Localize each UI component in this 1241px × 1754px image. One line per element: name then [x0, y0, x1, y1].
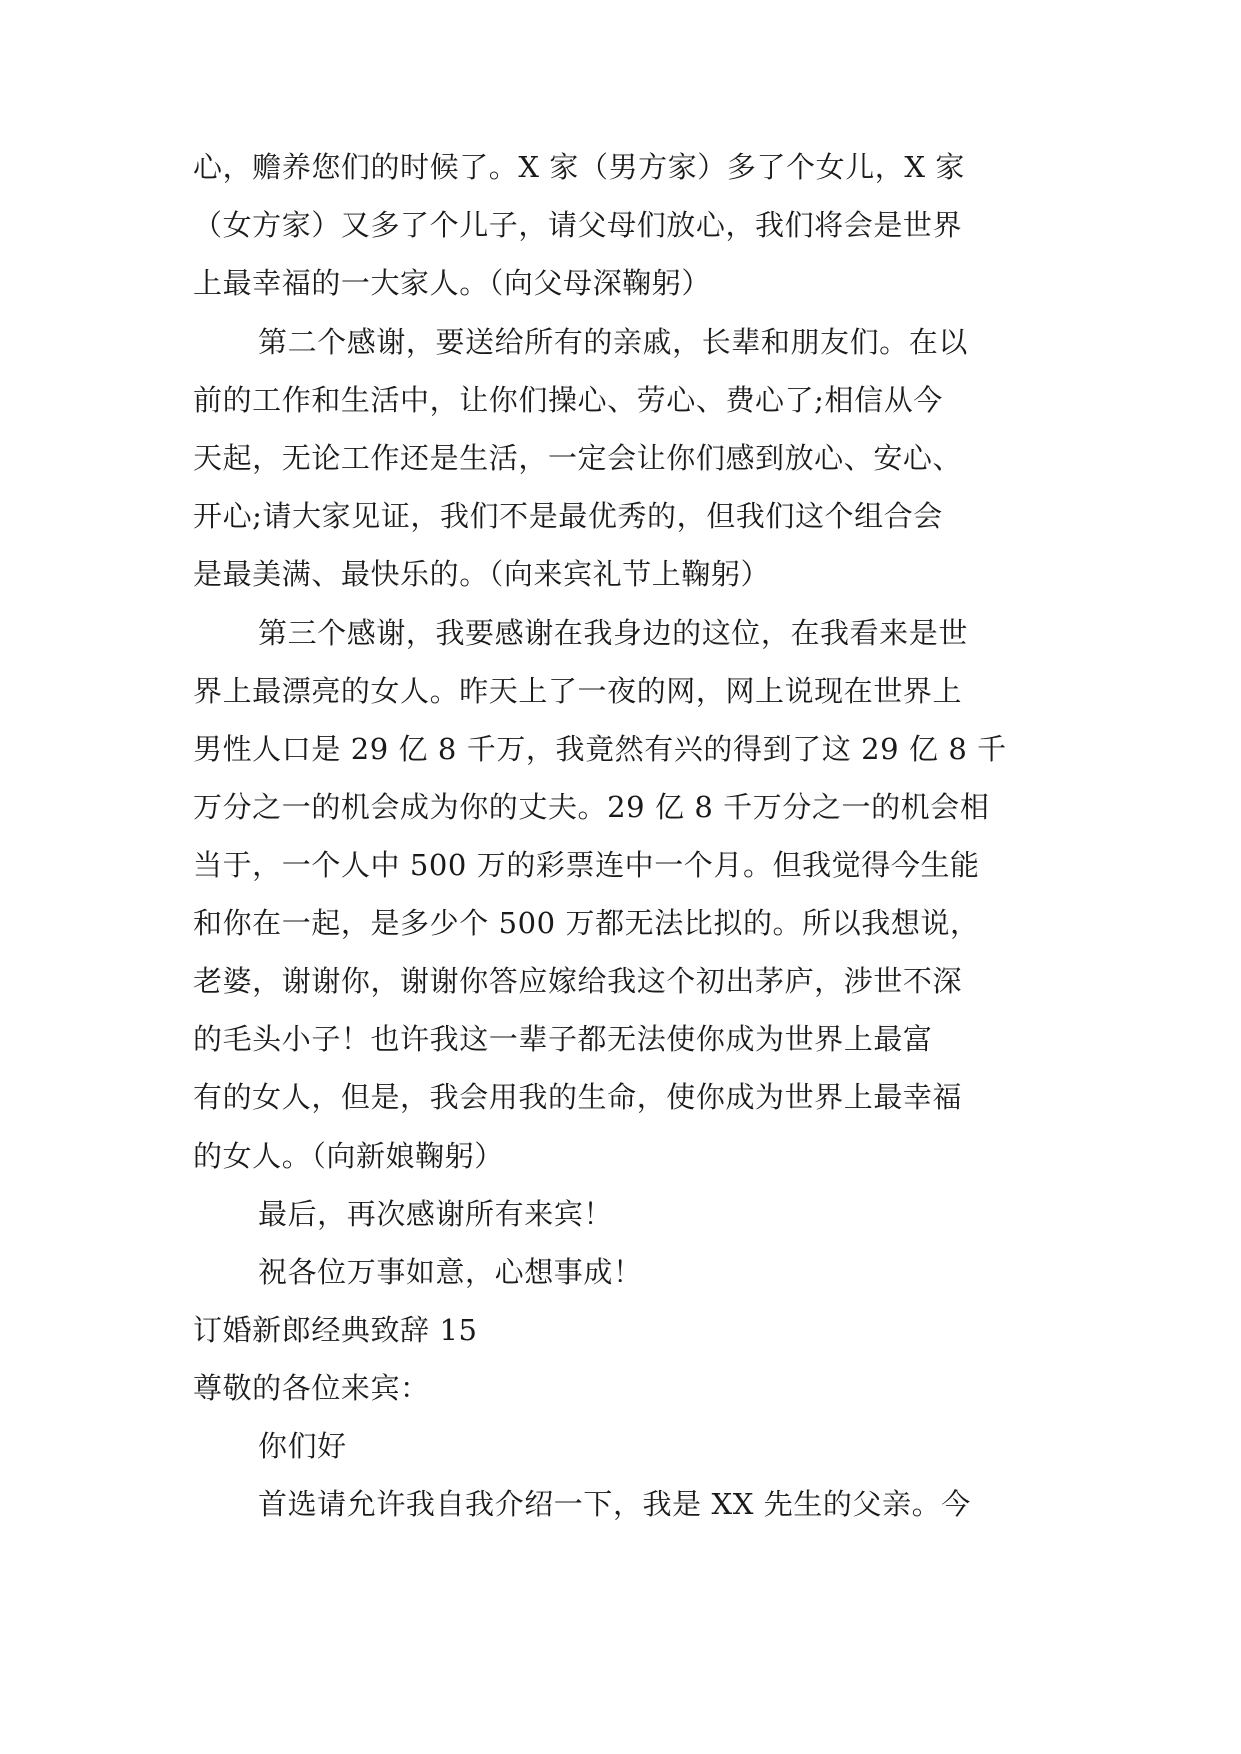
text-line: 的毛头小子！也许我这一辈子都无法使你成为世界上最富: [193, 1022, 933, 1056]
salutation-line: 尊敬的各位来宾：: [193, 1371, 430, 1405]
text-line: 的女人。（向新娘鞠躬）: [193, 1139, 504, 1173]
text-line: 万分之一的机会成为你的丈夫。29 亿 8 千万分之一的机会相: [193, 790, 990, 824]
text-line: 当于，一个人中 500 万的彩票连中一个月。但我觉得今生能: [193, 848, 980, 882]
text-line: 有的女人，但是，我会用我的生命，使你成为世界上最幸福: [193, 1080, 963, 1114]
paragraph-start-line: 祝各位万事如意，心想事成！: [258, 1255, 643, 1289]
text-line: 天起，无论工作还是生活，一定会让你们感到放心、安心、: [193, 441, 963, 475]
text-line: （女方家）又多了个儿子，请父母们放心，我们将会是世界: [193, 208, 963, 242]
text-line: 和你在一起，是多少个 500 万都无法比拟的。所以我想说，: [193, 906, 980, 940]
text-line: 男性人口是 29 亿 8 千万，我竟然有兴的得到了这 29 亿 8 千: [193, 732, 1007, 766]
paragraph-start-line: 第二个感谢，要送给所有的亲戚，长辈和朋友们。在以: [258, 325, 968, 359]
greeting-line: 你们好: [258, 1429, 347, 1463]
text-line: 界上最漂亮的女人。昨天上了一夜的网，网上说现在世界上: [193, 674, 963, 708]
text-line: 是最美满、最快乐的。（向来宾礼节上鞠躬）: [193, 557, 771, 591]
paragraph-start-line: 首选请允许我自我介绍一下，我是 XX 先生的父亲。今: [258, 1487, 971, 1521]
text-line: 老婆，谢谢你，谢谢你答应嫁给我这个初出茅庐，涉世不深: [193, 964, 963, 998]
text-line: 心，赡养您们的时候了。X 家（男方家）多了个女儿，X 家: [193, 150, 965, 184]
paragraph-start-line: 第三个感谢，我要感谢在我身边的这位，在我看来是世: [258, 616, 968, 650]
text-line: 前的工作和生活中，让你们操心、劳心、费心了;相信从今: [193, 383, 943, 417]
text-line: 开心;请大家见证，我们不是最优秀的，但我们这个组合会: [193, 499, 943, 533]
paragraph-start-line: 最后，再次感谢所有来宾！: [258, 1197, 613, 1231]
section-heading: 订婚新郎经典致辞 15: [193, 1313, 478, 1347]
text-line: 上最幸福的一大家人。（向父母深鞠躬）: [193, 266, 711, 300]
